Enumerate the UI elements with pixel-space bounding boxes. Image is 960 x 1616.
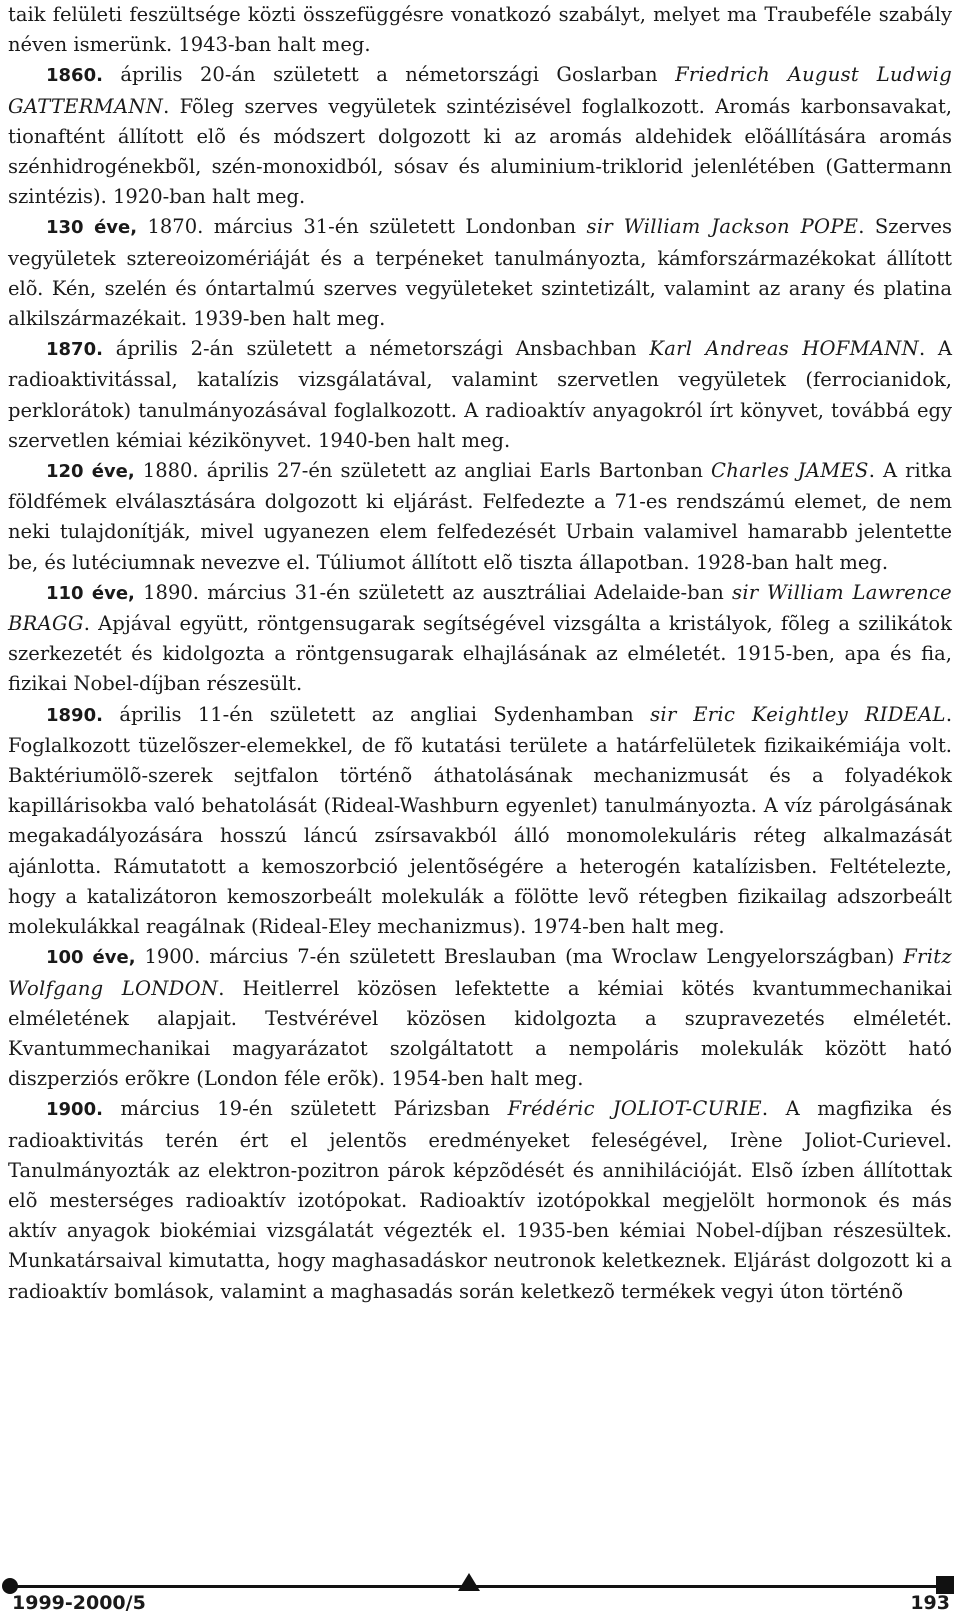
- entry-hofmann: [8, 334, 952, 456]
- entry-date: 1860.: [46, 65, 103, 87]
- entry-bragg: [8, 578, 952, 700]
- person-name: sir William Jackson POPE: [586, 215, 859, 239]
- person-name: Karl Andreas HOFMANN: [649, 337, 919, 361]
- entry-intro: 1870. március 31-én született Londonban: [137, 215, 587, 239]
- entry-pope: [8, 212, 952, 334]
- entry-body: . A ritka földfémek elválasztására dolgozott ki eljárást. Felfedezte a 71-es rendszámú elemet, de nem neki tulajdonítják, mivel ugyanezen elem felfedezését Urbain valamivel hamarabb jelentette be, és lutéciumnak nevezve el. Túliumot állított elõ tiszta állapotban. 1928-ban halt meg.: [8, 459, 952, 574]
- entry-body: . A radioaktivitással, katalízis vizsgálatával, valamint szervetlen vegyületek (ferrocianidok, perklorátok) tanulmányozásával foglalkozott. A radioaktív anyagokról írt könyvet, továbbá egy szervetlen kémiai kézikönyvet. 1940-ben halt meg.: [8, 337, 952, 452]
- issue-number: 1999-2000/5: [12, 1592, 146, 1614]
- person-name: sir Eric Keightley RIDEAL: [650, 702, 946, 726]
- entry-rideal: [8, 700, 952, 943]
- entry-london: [8, 942, 952, 1094]
- entry-date: 1890.: [46, 704, 103, 726]
- person-name: Friedrich August Ludwig GATTERMANN: [8, 63, 952, 118]
- entry-intro: 1880. április 27-én született az angliai Earls Bartonban: [134, 459, 712, 483]
- entry-body: . A magfizika és radioaktivitás terén ért el jelentõs eredményeket feleségével, Irène Joliot-Curievel. Tanulmányozták az elektron-pozitron párok képzõdését és annihilációját. Elsõ ízben állítottak elõ mesterséges radioaktív izotópokat. Radioaktív izotópokkal megjelölt hormonok és más aktív anyagok biokémiai vizsgálatát végezték el. 1935-ben kémiai Nobel-díjban részesültek. Munkatársaival kimutatta, hogy maghasadáskor neutronok keletkeznek. Eljárást dolgozott ki a radioaktív bomlások, valamint a maghasadás során keletkezõ termékek vegyi úton történõ: [8, 1097, 953, 1303]
- person-name: Frédéric JOLIOT-CURIE: [507, 1097, 762, 1121]
- entry-body: . Heitlerrel közösen lefektette a kémiai kötés kvantummechanikai elméletének alapjait. Testvérével közösen kidolgozta a szupravezetés elméletét. Kvantummechanikai magyarázatot szolgáltatott a nempoláris molekulák között ható diszperziós erõkre (London féle erõk). 1954-ben halt meg.: [8, 976, 952, 1091]
- body-text: [8, 0, 952, 1307]
- paragraph-continuation: [8, 0, 952, 60]
- entry-anniversary: 120 éve,: [46, 461, 135, 483]
- entry-james: [8, 456, 952, 578]
- entry-gattermann: [8, 60, 952, 212]
- entry-body: . Szerves vegyületek sztereoizomériáját és a terpéneket tanulmányozta, kámforszármazékokat állított elõ. Kén, szelén és óntartalmú szerves vegyületeket szintetizált, valamint az arany és platina alkilszármazékait. 1939-ben halt meg.: [8, 215, 952, 331]
- entry-date: 1870.: [46, 339, 103, 361]
- entry-body: . Fõleg szerves vegyületek szintézisével foglalkozott. Aromás karbonsavakat, tionaftént állított elõ és módszert dolgozott ki az aromás aldehidek elõállítására aromás szénhidrogénekbõl, szén-monoxidból, sósav és aluminium-triklorid jelenlétében (Gattermann szintézis). 1920-ban halt meg.: [8, 94, 952, 209]
- entry-intro: 1900. március 7-én született Breslauban (ma Wroclaw Lengyelországban): [135, 945, 904, 969]
- triangle-marker-icon: [458, 1573, 480, 1591]
- person-name: sir William Lawrence BRAGG: [8, 580, 953, 636]
- entry-intro: április 11-én született az angliai Sydenhamban: [102, 702, 651, 726]
- page-number: 193: [910, 1592, 950, 1614]
- entry-anniversary: 110 éve,: [46, 582, 135, 604]
- entry-date: 1900.: [46, 1099, 103, 1121]
- entry-intro: április 2-án született a németországi Ansbachban: [102, 337, 650, 361]
- person-name: Charles JAMES: [711, 459, 869, 483]
- entry-anniversary: 100 éve,: [46, 947, 136, 969]
- entry-anniversary: 130 éve,: [46, 217, 138, 239]
- entry-joliot-curie: [8, 1094, 952, 1306]
- entry-intro: 1890. március 31-én született az ausztráliai Adelaide-ban: [134, 580, 733, 604]
- entry-intro: március 19-én született Párizsban: [102, 1097, 508, 1121]
- person-name: Fritz Wolfgang LONDON: [8, 945, 952, 1000]
- footer-rule: [12, 1585, 948, 1588]
- entry-intro: április 20-án született a németországi Goslarban: [102, 63, 676, 87]
- entry-body: . Foglalkozott tüzelõszer-elemekkel, de fõ kutatási területe a határfelületek fizikaikémiája volt. Baktériumölõ-szerek sejtfalon történõ áthatolásának mechanizmusát és a folyadékok kapillárisokba való behatolását (Rideal-Washburn egyenlet) tanulmányozta. A víz párolgásának megakadályozására hosszú láncú zsírsavakból álló monomolekuláris réteg alkalmazását ajánlotta. Rámutatott a kemoszorbció jelentõségére a heterogén katalízisben. Feltételezte, hogy a katalizátoron kemoszorbeált molekulák a fölötte levõ rétegben fizikailag adszorbeált molekulákkal reagálnak (Rideal-Eley mechanizmus). 1974-ben halt meg.: [8, 702, 953, 939]
- page-footer: [0, 1575, 960, 1616]
- paragraph-text: taik felületi feszültsége közti összefüggésre vonatkozó szabályt, melyet ma Traubeféle szabály néven ismerünk. 1943-ban halt meg.: [8, 3, 952, 57]
- entry-body: . Apjával együtt, röntgensugarak segítségével vizsgálta a kristályok, fõleg a szilikátok szerkezetét és kidolgozta a röntgensugarak elhajlásának az elméletét. 1915-ben, apa és fia, fizikai Nobel-díjban részesült.: [8, 612, 952, 696]
